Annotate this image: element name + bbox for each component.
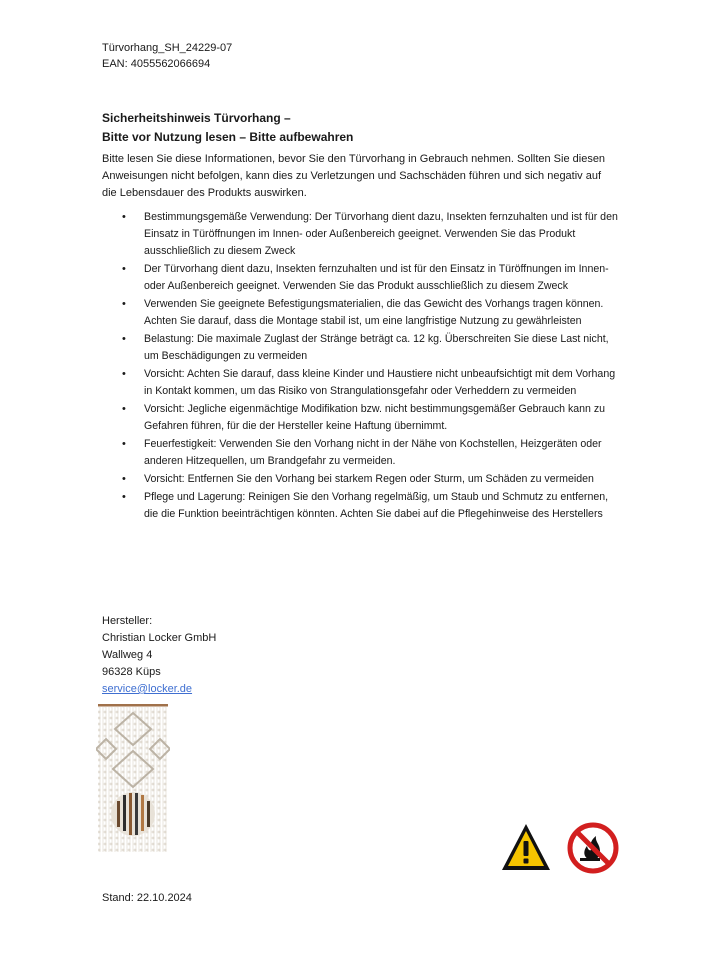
safety-bullet-text: Feuerfestigkeit: Verwenden Sie den Vorhang nicht in der Nähe von Kochstellen, Heizgeräten oder anderen Hitzequellen, um Brandgefahr zu vermeiden. [144,438,602,467]
bullet-point-icon: • [122,403,126,415]
safety-bullet-item [102,401,622,435]
bullet-point-icon: • [122,211,126,223]
manufacturer-street: Wallweg 4 [102,649,153,661]
safety-bullet-item [102,209,622,260]
safety-bullet-text: Der Türvorhang dient dazu, Insekten fernzuhalten und ist für den Einsatz in Türöffnungen im Innen- oder Außenbereich geeignet. Verwenden Sie das Produkt ausschließlich zu diesem Zweck [144,263,609,292]
safety-bullet-text: Vorsicht: Jegliche eigenmächtige Modifikation bzw. nicht bestimmungsgemäßer Gebrauch kann zu Gefahren führen, für die der Hersteller keine Haftung übernimmt. [144,403,606,432]
document-title [102,109,622,147]
manufacturer-email-link[interactable]: service@locker.de [102,683,193,695]
safety-bullet-item [102,471,622,488]
safety-bullet-text: Verwenden Sie geeignete Befestigungsmaterialien, die das Gewicht des Vorhangs tragen können. Achten Sie darauf, dass die Montage stabil ist, um eine langfristige Nutzung zu gewährleisten [144,298,604,327]
bullet-point-icon: • [122,333,126,345]
manufacturer-company: Christian Locker GmbH [102,632,217,644]
safety-bullet-item [102,436,622,470]
curtain-product-image [96,703,170,853]
safety-bullet-item [102,296,622,330]
bullet-point-icon: • [122,263,126,275]
safety-bullet-text: Vorsicht: Achten Sie darauf, dass kleine Kinder und Haustiere nicht unbeaufsichtigt mit dem Vorhang in Kontakt kommen, um das Risiko von Strangulationsgefahr oder Verheddern zu vermeiden [144,368,616,397]
safety-bullet-text: Vorsicht: Entfernen Sie den Vorhang bei starkem Regen oder Sturm, um Schäden zu vermeiden [144,473,594,485]
title-line-2: Bitte vor Nutzung lesen – Bitte aufbewahren [102,130,354,144]
safety-bullet-item [102,366,622,400]
bullet-point-icon: • [122,298,126,310]
document-header [102,40,232,72]
safety-bullet-text: Belastung: Die maximale Zuglast der Stränge beträgt ca. 12 kg. Überschreiten Sie diese Last nicht, um Beschädigungen zu vermeiden [144,333,609,362]
manufacturer-block [102,613,216,698]
intro-paragraph: Bitte lesen Sie diese Informationen, bevor Sie den Türvorhang in Gebrauch nehmen. Sollten Sie diesen Anweisungen nicht befolgen, kann dies zu Verletzungen und Sachschäden führen und sich negativ auf die Lebensdauer des Produkts auswirken. [102,153,606,199]
manufacturer-label: Hersteller: [102,615,153,627]
safety-bullet-list [102,209,622,524]
safety-bullet-item [102,489,622,523]
document-date: Stand: 22.10.2024 [102,892,192,904]
bullet-point-icon: • [122,368,126,380]
bullet-point-icon: • [122,438,126,450]
ean-number: EAN: 4055562066694 [102,58,211,70]
safety-bullet-item [102,331,622,365]
model-number: Türvorhang_SH_24229-07 [102,42,233,54]
safety-bullet-text: Bestimmungsgemäße Verwendung: Der Türvorhang dient dazu, Insekten fernzuhalten und ist für den Einsatz in Türöffnungen im Innen- oder Außenbereich geeignet. Verwenden Sie das Produkt ausschließlich zu diesem Zweck [144,211,618,257]
bullet-point-icon: • [122,473,126,485]
title-line-1: Sicherheitshinweis Türvorhang – [102,111,291,125]
warning-triangle-icon [502,824,550,870]
safety-icons [500,822,620,874]
manufacturer-city: 96328 Küps [102,666,161,678]
safety-bullet-item [102,261,622,295]
safety-bullet-text: Pflege und Lagerung: Reinigen Sie den Vorhang regelmäßig, um Staub und Schmutz zu entfernen, die die Funktion beeinträchtigen könnten. Achten Sie dabei auf die Pflegehinweise des Herstellers [144,491,609,520]
bullet-point-icon: • [122,491,126,503]
no-open-flame-icon [570,825,616,871]
